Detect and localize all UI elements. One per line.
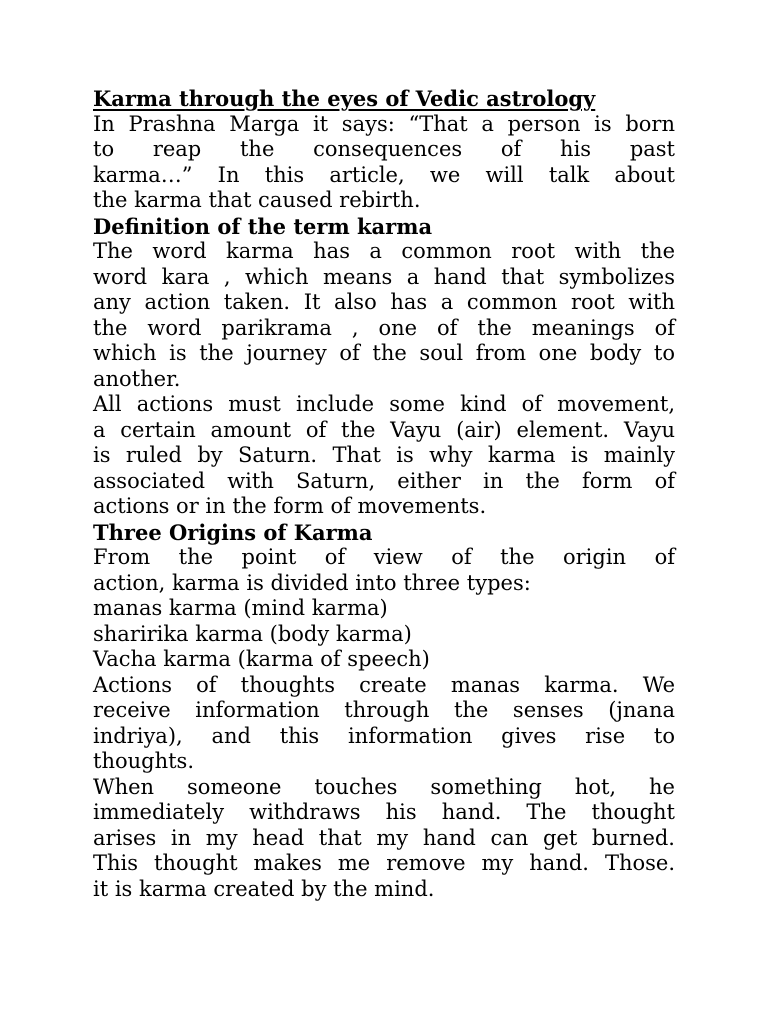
paragraph-line: immediately withdraws his hand. The thought — [93, 800, 675, 824]
intro-line: karma…” In this article, we will talk about — [93, 162, 675, 187]
paragraph-line: action, karma is divided into three types: — [93, 570, 531, 595]
list-item: sharirika karma (body karma) — [93, 621, 412, 646]
intro-paragraph — [93, 112, 675, 214]
paragraph-line: it is karma created by the mind. — [93, 876, 435, 901]
list-item: manas karma (mind karma) — [93, 596, 388, 620]
paragraph-line: When someone touches something hot, he — [93, 774, 675, 799]
karma-types-list — [93, 596, 675, 673]
paragraph-line: receive information through the senses (jnana — [93, 698, 675, 722]
paragraph-line: actions or in the form of movements. — [93, 494, 487, 518]
section-heading-definition: Definition of the term karma — [93, 213, 433, 239]
paragraph-line: arises in my head that my hand can get burned. — [93, 825, 675, 850]
paragraph-line: indriya), and this information gives rise to — [93, 723, 675, 748]
origins-paragraph-2 — [93, 673, 675, 775]
paragraph-line: associated with Saturn, either in the form of — [93, 468, 675, 493]
definition-paragraph-2 — [93, 392, 675, 520]
paragraph-line: This thought makes me remove my hand. Those. — [93, 851, 675, 875]
intro-line: In Prashna Marga it says: “That a person is born — [93, 111, 675, 136]
intro-line: the karma that caused rebirth. — [93, 188, 421, 212]
section-heading-origins: Three Origins of Karma — [93, 519, 373, 545]
paragraph-line: the word parikrama , one of the meanings of — [93, 315, 675, 340]
paragraph-line: a certain amount of the Vayu (air) element. Vayu — [93, 417, 675, 442]
paragraph-line: The word karma has a common root with the — [93, 239, 675, 263]
paragraph-line: word kara , which means a hand that symbolizes — [93, 264, 675, 289]
document-title: Karma through the eyes of Vedic astrology — [93, 86, 596, 111]
paragraph-line: thoughts. — [93, 749, 194, 773]
paragraph-line: which is the journey of the soul from one body to — [93, 341, 675, 365]
list-item: Vacha karma (karma of speech) — [93, 647, 430, 671]
paragraph-line: All actions must include some kind of movement, — [93, 392, 675, 416]
definition-paragraph-1 — [93, 239, 675, 392]
origins-paragraph-1 — [93, 545, 675, 596]
paragraph-line: Actions of thoughts create manas karma. We — [93, 672, 675, 697]
paragraph-line: From the point of view of the origin of — [93, 545, 675, 569]
origins-paragraph-3 — [93, 775, 675, 903]
document-page — [93, 86, 675, 902]
paragraph-line: another. — [93, 366, 181, 391]
paragraph-line: any action taken. It also has a common root with — [93, 290, 675, 314]
paragraph-line: is ruled by Saturn. That is why karma is mainly — [93, 443, 675, 467]
intro-line: to reap the consequences of his past — [93, 137, 675, 161]
